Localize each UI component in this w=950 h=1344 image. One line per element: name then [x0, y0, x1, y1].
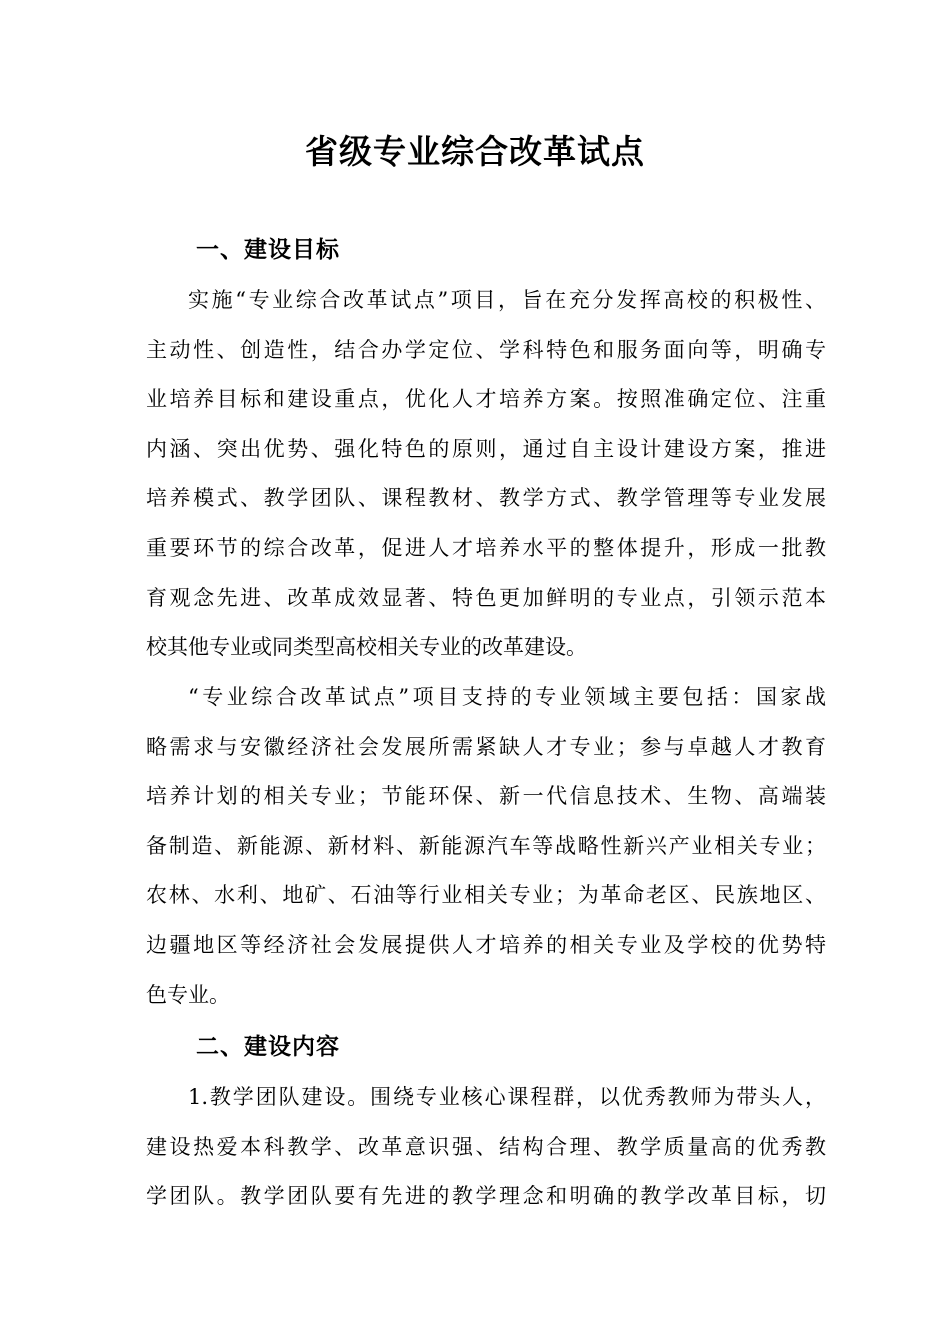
text-line: 农林、水利、地矿、石油等行业相关专业；为革命老区、民族地区、: [146, 883, 826, 908]
text-line: 学团队。教学团队要有先进的教学理念和明确的教学改革目标，切: [146, 1184, 826, 1209]
section-heading-2: 二、建设内容: [196, 1034, 340, 1060]
paragraph-goals-2: [146, 673, 826, 1020]
paragraph-content-1: [146, 1073, 826, 1222]
text-line: 实施“专业综合改革试点”项目，旨在充分发挥高校的积极性、: [188, 288, 826, 312]
text-line: 略需求与安徽经济社会发展所需紧缺人才专业；参与卓越人才教育: [146, 734, 826, 759]
paragraph-goals-1: [146, 276, 826, 673]
text-line: 1.教学团队建设。围绕专业核心课程群，以优秀教师为带头人，: [188, 1085, 826, 1109]
page-title: 省级专业综合改革试点: [305, 132, 645, 171]
text-line: 色专业。: [146, 982, 230, 1007]
text-line: 培养计划的相关专业；节能环保、新一代信息技术、生物、高端装: [146, 784, 826, 809]
text-line: 业培养目标和建设重点，优化人才培养方案。按照准确定位、注重: [146, 387, 826, 412]
text-line: 主动性、创造性，结合办学定位、学科特色和服务面向等，明确专: [146, 337, 826, 362]
text-line: “专业综合改革试点”项目支持的专业领域主要包括：国家战: [188, 685, 826, 709]
text-line: 校其他专业或同类型高校相关专业的改革建设。: [146, 635, 587, 660]
text-line: 重要环节的综合改革，促进人才培养水平的整体提升，形成一批教: [146, 535, 826, 560]
text-line: 育观念先进、改革成效显著、特色更加鲜明的专业点，引领示范本: [146, 585, 826, 610]
text-line: 备制造、新能源、新材料、新能源汽车等战略性新兴产业相关专业；: [146, 833, 826, 858]
text-line: 培养模式、教学团队、课程教材、教学方式、教学管理等专业发展: [146, 486, 826, 511]
section-heading-1: 一、建设目标: [196, 237, 340, 263]
text-line: 边疆地区等经济社会发展提供人才培养的相关专业及学校的优势特: [146, 932, 826, 957]
text-line: 建设热爱本科教学、改革意识强、结构合理、教学质量高的优秀教: [146, 1134, 826, 1159]
text-line: 内涵、突出优势、强化特色的原则，通过自主设计建设方案，推进: [146, 436, 826, 461]
